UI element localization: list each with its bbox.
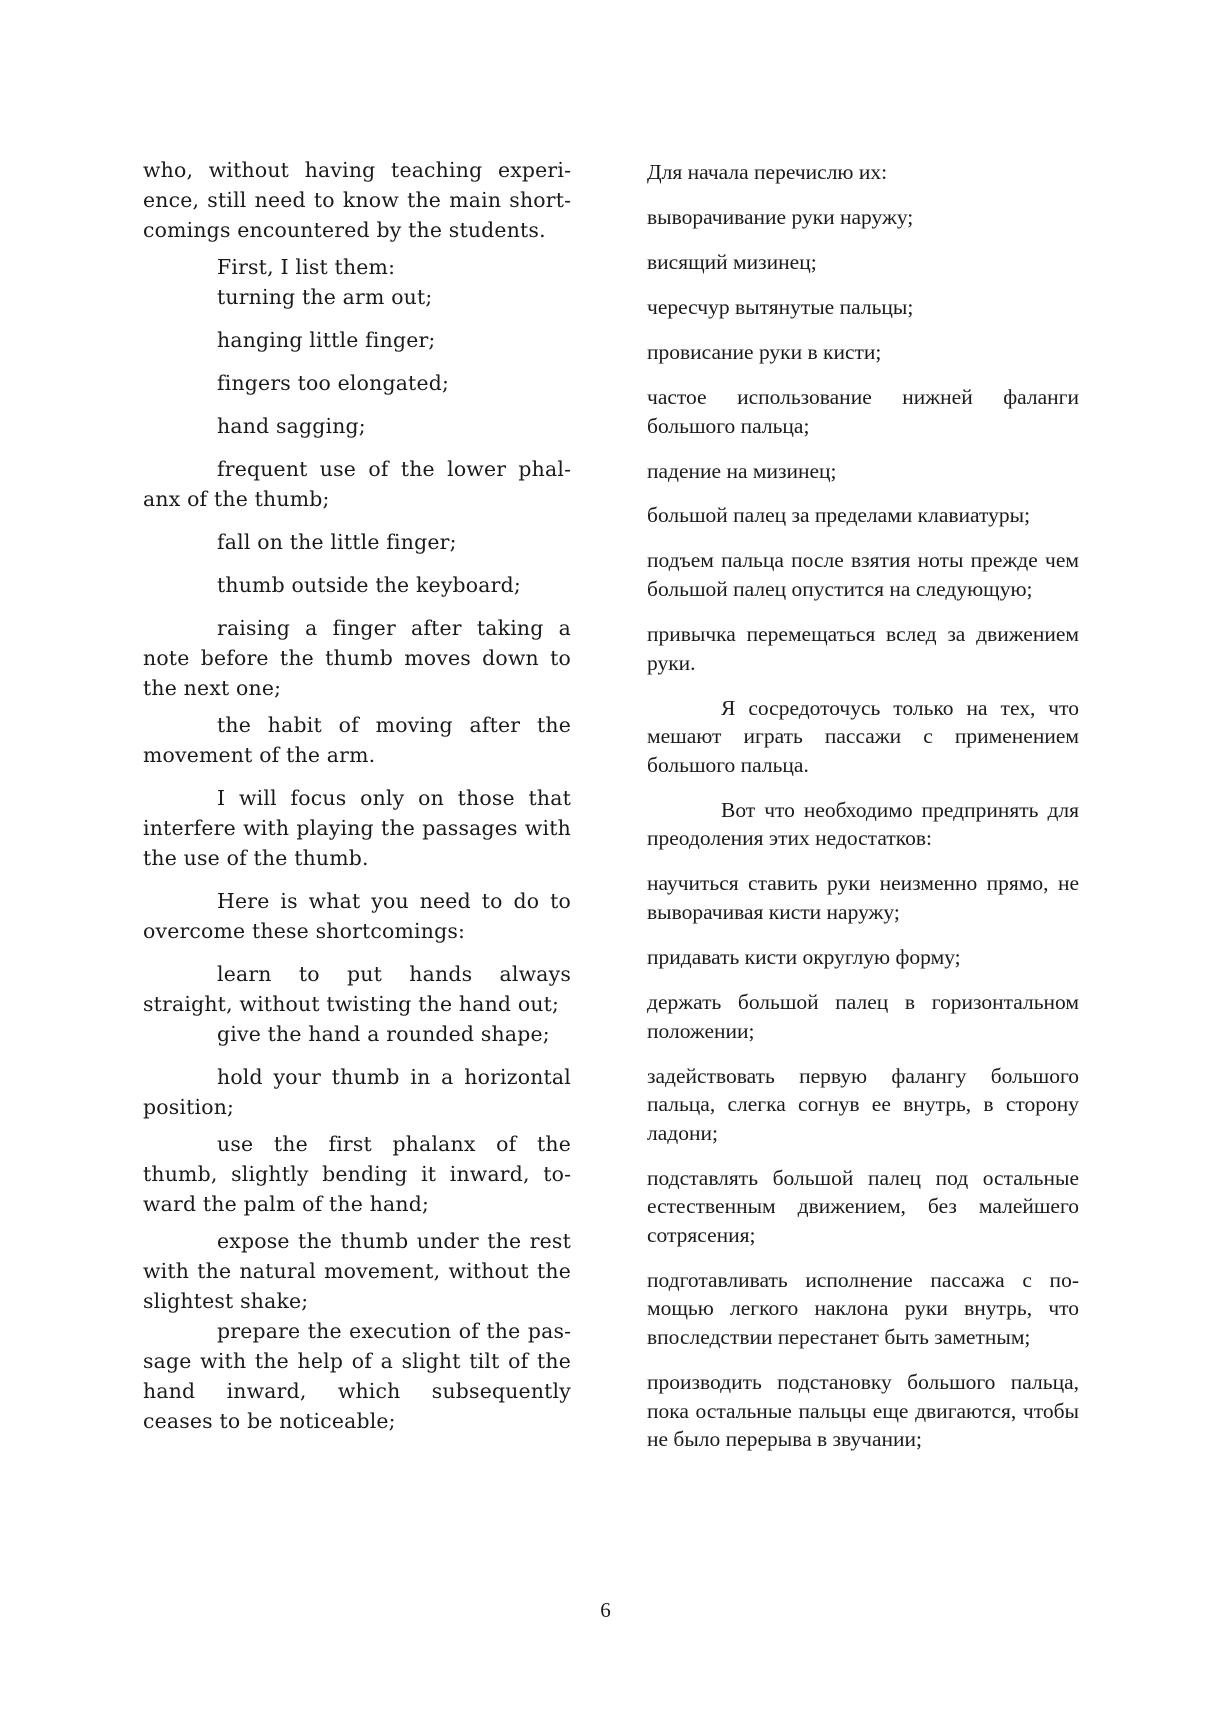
ru-list-item: падение на мизинец;: [647, 458, 837, 483]
ru-list-item: чересчур вытянутые пальцы;: [647, 294, 914, 319]
russian-column: [647, 158, 1079, 1470]
en-remedy-item: expose the thumb under the rest with the natural movement, without the slightest shake;: [143, 1229, 571, 1313]
en-list-item: frequent use of the lower phalanx of the thumb;: [143, 457, 571, 511]
ru-remedy-item: задействовать первую фалангу большого пальца, слегка согнув ее внутрь, в сторону ладони;: [647, 1063, 1079, 1145]
ru-list-item: привычка перемещаться вслед за движением руки.: [647, 622, 1079, 675]
en-remedy-item: give the hand a rounded shape;: [217, 1022, 550, 1046]
en-list-item: fall on the little finger;: [217, 530, 457, 554]
en-list-item: raising a finger after taking a note before the thumb moves down to the next one;: [143, 616, 571, 700]
ru-remedy-item: подготавливать исполнение пассажа с помощью легкого наклона руки внутрь, что впоследствии перестанет быть заметным;: [647, 1267, 1079, 1350]
en-list-item: fingers too elongated;: [217, 371, 450, 395]
en-paragraph-list-heading: First, I list them:: [217, 255, 396, 279]
ru-paragraph-focus: Я сосредоточусь только на тех, что мешают играть пассажи с применением большого пальца.: [647, 695, 1079, 777]
en-remedy-item: prepare the execution of the passage with the help of a slight tilt of the hand inward, which subsequently ceases to be noticeable;: [143, 1319, 571, 1433]
ru-remedy-item: производить подстановку большого пальца, пока остальные пальцы еще двигаются, чтобы не было перерыва в звучании;: [647, 1370, 1079, 1452]
ru-list-item: выворачивание руки наружу;: [647, 204, 914, 229]
en-remedy-item: use the first phalanx of the thumb, slightly bending it inward, toward the palm of the hand;: [143, 1132, 571, 1216]
ru-remedy-item: подставлять большой палец под остальные естественным движением, без малейшего сотрясения;: [647, 1165, 1079, 1247]
en-list-item: thumb outside the keyboard;: [217, 573, 521, 597]
ru-list-item: висящий мизинец;: [647, 249, 817, 274]
en-paragraph-focus: I will focus only on those that interfere with playing the passages with the use of the thumb.: [143, 786, 571, 870]
ru-list-heading: Для начала перечислю их:: [647, 160, 888, 184]
en-list-item: hand sagging;: [217, 414, 366, 438]
en-list-item: hanging little finger;: [217, 328, 436, 352]
page-number: 6: [600, 1598, 611, 1622]
en-paragraph-remedy-heading: Here is what you need to do to overcome these shortcomings:: [143, 889, 571, 943]
ru-remedy-item: придавать кисти округлую форму;: [647, 944, 961, 969]
en-list-item: turning the arm out;: [217, 285, 433, 309]
en-list-item: the habit of moving after the movement of the arm.: [143, 713, 571, 767]
ru-list-item: подъем пальца после взятия ноты прежде чем большой палец опустится на следующую;: [647, 548, 1079, 602]
ru-remedy-item: держать большой палец в горизонтальном положении;: [647, 989, 1079, 1043]
en-remedy-item: hold your thumb in a horizontal position;: [143, 1065, 571, 1119]
english-column: [143, 155, 571, 1449]
ru-list-item: провисание руки в кисти;: [647, 339, 882, 364]
en-paragraph-intro: who, without having teaching experience, still need to know the main shortcomings encountered by the students.: [143, 158, 571, 242]
ru-list-item: большой палец за пределами клавиатуры;: [647, 503, 1031, 528]
en-remedy-item: learn to put hands always straight, without twisting the hand out;: [143, 962, 571, 1016]
ru-remedy-item: научиться ставить руки неизменно прямо, не выворачивая кисти наружу;: [647, 871, 1079, 924]
ru-list-item: частое использование нижней фаланги большого пальца;: [647, 384, 1079, 438]
ru-paragraph-remedy-heading: Вот что необходимо предпринять для преодоления этих недостатков:: [647, 797, 1079, 851]
